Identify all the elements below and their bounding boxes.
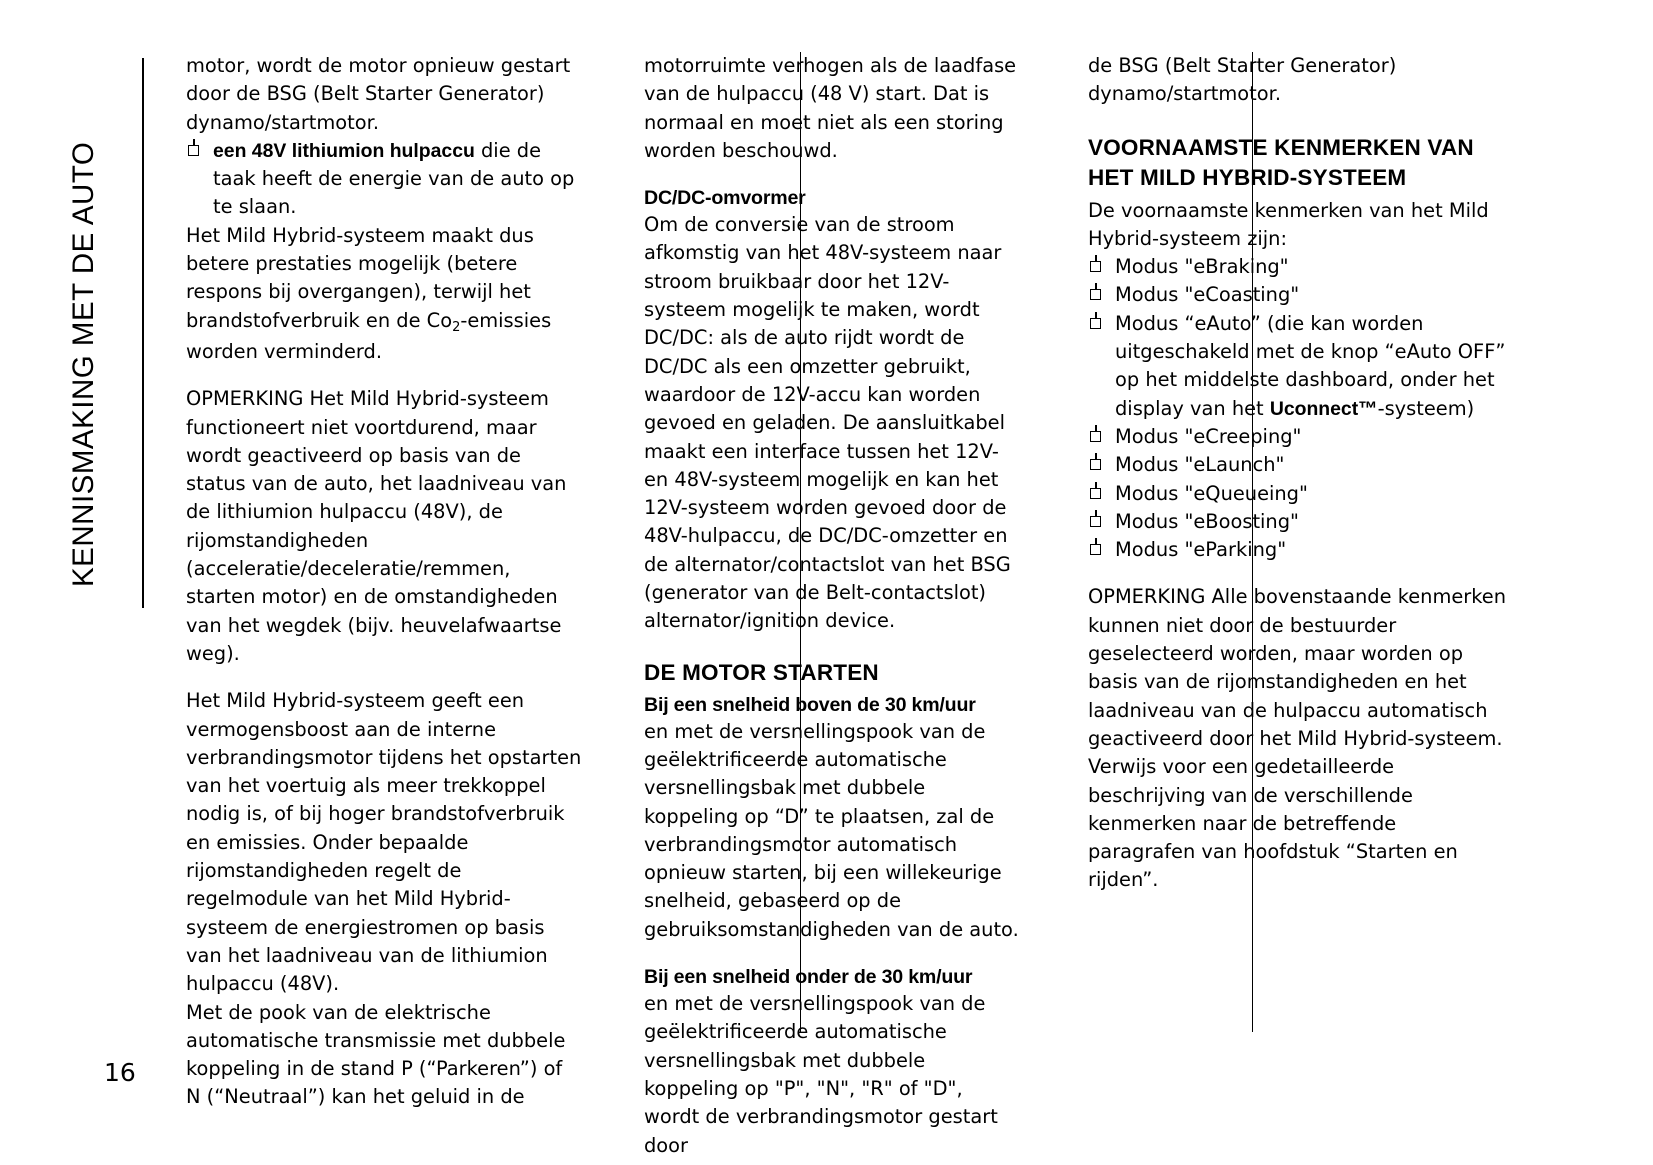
chapter-divider-rule [142,58,144,608]
square-bullet-icon [188,145,199,156]
square-bullet-icon [1090,431,1101,442]
c2-paragraph-2: Om de conversie van de stroom afkomstig van het 48V-systeem naar stroom bruikbaar door het 12V-systeem mogelijk te maken, wordt DC/DC: als de auto rijdt wordt de DC/DC als een omzetter gebruikt, waardoor de 12V-accu kan worden gevoed en geladen. De aansluitkabel maakt een interface tussen het 12V- en 48V-systeem mogelijk en kan het 12V-systeem worden gevoed door de 48V-hulpaccu, de DC/DC-omzetter en de alternator/contactslot van het BSG (generator van de Belt-contactslot) alternator/ignition device. [644,213,1011,633]
c1-paragraph-2 [186,222,582,366]
c1-bullet-48v-battery [186,137,582,222]
c1-paragraph-4: Het Mild Hybrid-systeem geeft een vermogensboost aan de interne verbrandingsmotor tijdens het opstarten van het voertuig als meer trekkoppel nodig is, of bij hoger brandstofverbruik en emissies. Onder bepaalde rijomstandigheden regelt de regelmodule van het Mild Hybrid-systeem de energiestromen op basis van het laadniveau van de lithiumion hulpaccu (48V). [186,689,582,996]
c3-heading-main-features: VOORNAAMSTE KENMERKEN VAN HET MILD HYBRID-SYSTEEM [1088,134,1474,190]
c2-subheading-above-30: Bij een snelheid boven de 30 km/uur [644,693,976,716]
c2-paragraph-1: motorruimte verhogen als de laadfase van de hulpaccu (48 V) start. Dat is normaal en moet niet als een storing worden beschouwd. [644,54,1017,162]
c2-paragraph-3: en met de versnellingspook van de geëlektrificeerde automatische versnellingsbak met dubbele koppeling op “D” te plaatsen, zal de verbrandingsmotor automatisch opnieuw starten, bij een willekeurige snelheid, gebaseerd op de gebruiksomstandigheden van de auto. [644,719,1019,941]
c3-mode-label: Modus "eParking" [1115,538,1287,562]
c3-paragraph-2: De voornaamste kenmerken van het Mild Hybrid-systeem zijn: [1088,198,1489,250]
c3-mode-item-eparking [1088,536,1506,564]
c2-heading-engine-start: DE MOTOR STARTEN [644,659,879,685]
column-1 [186,52,616,1109]
c3-note-paragraph: OPMERKING Alle bovenstaande kenmerken kunnen niet door de bestuurder geselecteerd worden, maar worden op basis van de rijomstandigheden en het laadniveau van de hulpaccu automatisch geactiveerd door het Mild Hybrid-systeem. Verwijs voor een gedetailleerde beschrijving van de verschillende kenmerken naar de betreffende paragrafen van hoofdstuk “Starten en rijden”. [1088,585,1507,892]
c3-mode-item-ecreeping [1088,423,1506,451]
c2-paragraph-4: en met de versnellingspook van de geëlektrificeerde automatische versnellingsbak met dubbele koppeling op "P", "N", "R" of "D", wordt de verbrandingsmotor gestart door [644,992,998,1157]
c1-paragraph-5: Met de pook van de elektrische automatische transmissie met dubbele koppeling in de stand P (“Parkeren”) of N (“Neutraal”) kan het geluid in de [186,1000,566,1109]
c3-uconnect-label: Uconnect™ [1269,397,1378,420]
square-bullet-icon [1090,261,1101,272]
c3-mode-item-ecoasting [1088,281,1506,309]
c3-mode-label: Modus "eBraking" [1115,255,1289,279]
square-bullet-icon [1090,516,1101,527]
c2-subheading-below-30: Bij een snelheid onder de 30 km/uur [644,966,973,989]
c2-heading-dcdc: DC/DC-omvormer [644,187,806,210]
c3-mode-label: Modus "eLaunch" [1115,453,1285,477]
square-bullet-icon [1090,459,1101,470]
c1-bullet-bold: een 48V lithiumion hulpaccu [213,139,475,162]
c3-mode-eauto-b: -systeem) [1377,396,1475,420]
c3-mode-label: Modus "eQueueing" [1115,481,1308,505]
c3-mode-item-eauto [1088,310,1506,423]
c3-mode-label: Modus "eCreeping" [1115,424,1302,448]
c3-paragraph-1: de BSG (Belt Starter Generator) dynamo/startmotor. [1088,54,1397,106]
c3-mode-label: Modus "eCoasting" [1115,283,1300,307]
c1-paragraph-1: motor, wordt de motor opnieuw gestart door de BSG (Belt Starter Generator) dynamo/startmotor. [186,54,571,134]
column-3 [1058,52,1506,1032]
c1-bullet-rest: die de taak heeft de energie van de auto op te slaan. [213,138,575,219]
page-number: 16 [104,1058,136,1087]
c3-mode-label: Modus "eBoosting" [1115,509,1299,533]
page-columns [186,52,1507,1157]
chapter-side-tab [0,40,150,640]
c3-mode-item-equeueing [1088,480,1506,508]
square-bullet-icon [1090,289,1101,300]
c1-note-paragraph: OPMERKING Het Mild Hybrid-systeem functioneert niet voortdurend, maar wordt geactiveerd op basis van de status van de auto, het laadniveau van de lithiumion hulpaccu (48V), de rijomstandigheden (acceleratie/deceleratie/remmen, starten motor) en de omstandigheden van het wegdek (bijv. heuvelafwaartse weg). [186,387,567,665]
chapter-title: KENNISMAKING MET DE AUTO [67,141,100,587]
c1-subscript-2: 2 [452,319,461,335]
c1-paragraph-2a: Het Mild Hybrid-systeem maakt dus betere prestaties mogelijk (betere respons bij overgangen), terwijl het brandstofverbruik en de Co [186,223,534,332]
c1-paragraph-2b: -emissies worden verminderd. [186,308,552,363]
c3-mode-eauto-a: Modus “eAuto” (die kan worden uitgeschakeld met de knop “eAuto OFF” op het middelste dashboard, onder het display van het [1115,311,1506,420]
c3-mode-item-elaunch [1088,451,1506,479]
c3-mode-item-ebraking [1088,253,1506,281]
square-bullet-icon [1090,544,1101,555]
square-bullet-icon [1090,488,1101,499]
square-bullet-icon [1090,318,1101,329]
column-2 [616,52,1058,1157]
c3-mode-item-eboosting [1088,508,1506,536]
